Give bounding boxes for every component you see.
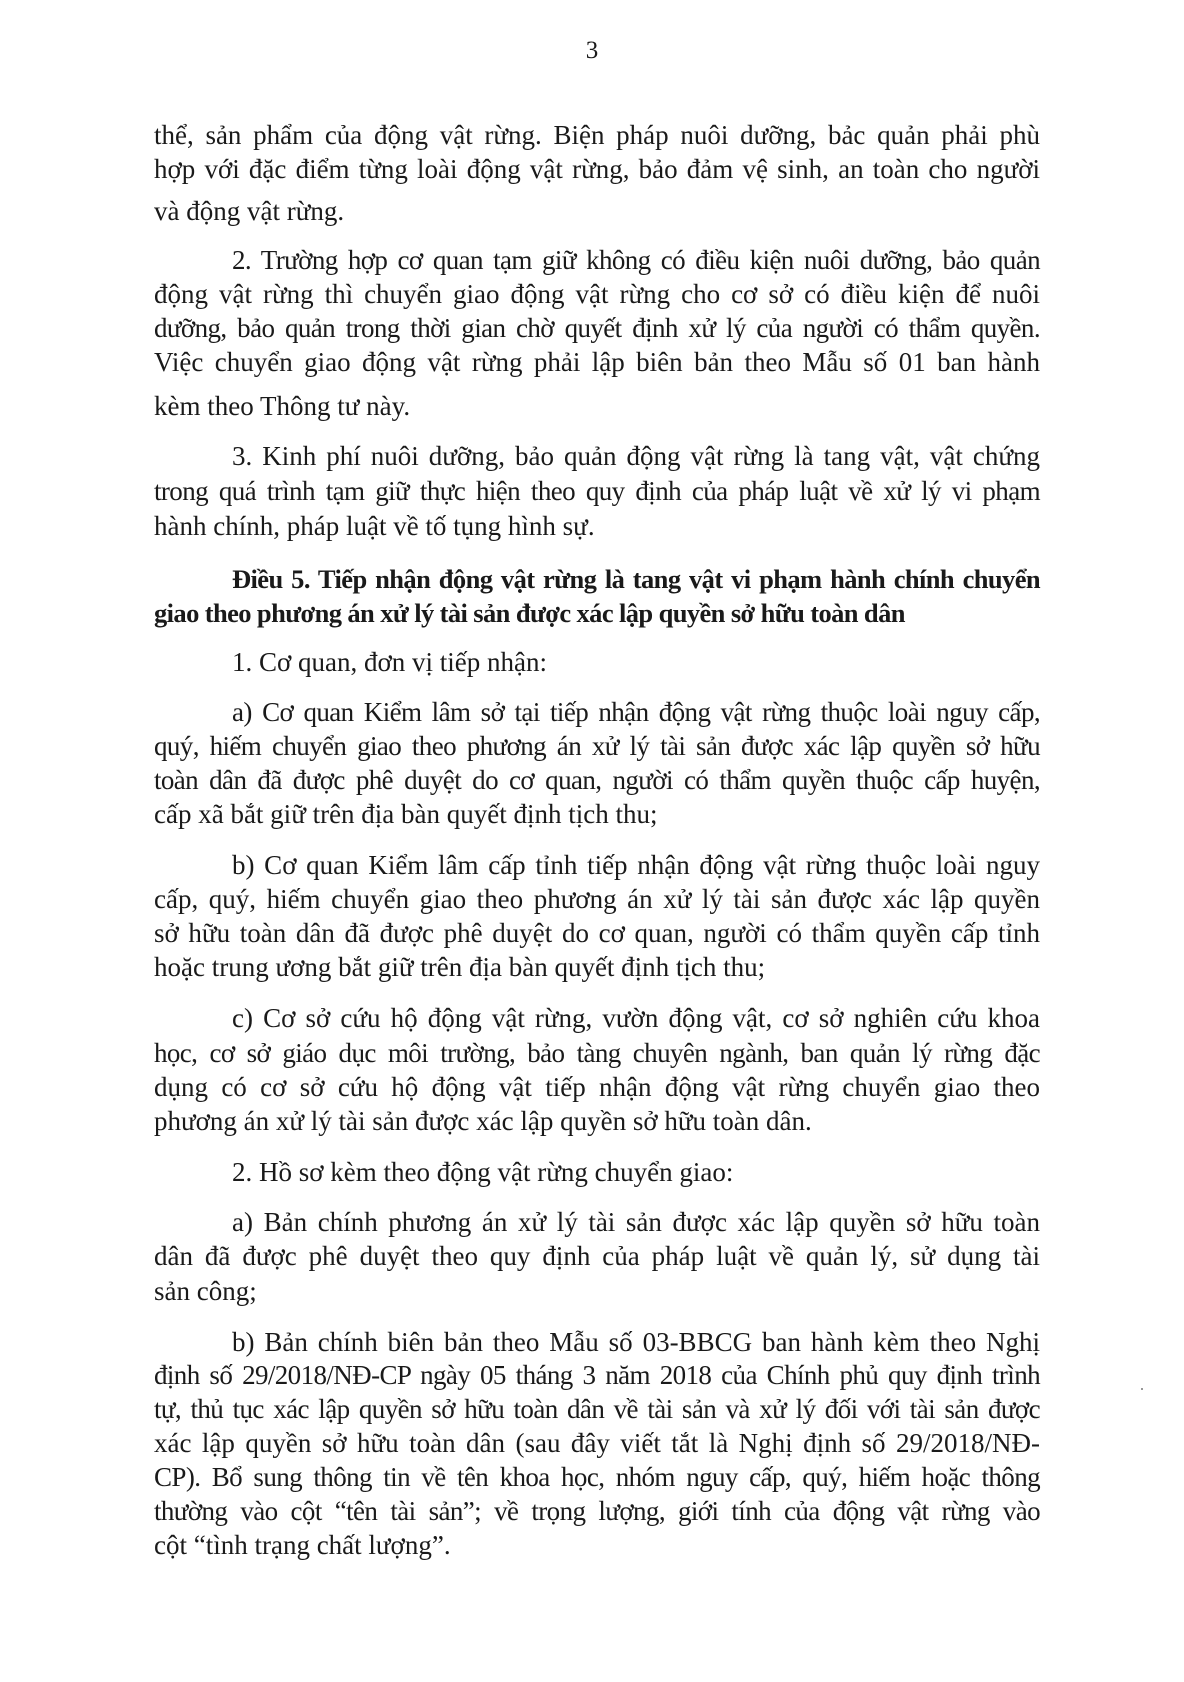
paragraph-line: sở hữu toàn dân đã được phê duyệt do cơ quan, người có thẩm quyền cấp tỉnh (154, 918, 1040, 948)
paragraph-line: thể, sản phẩm của động vật rừng. Biện pháp nuôi dưỡng, bảc quản phải phù (154, 120, 1040, 150)
paragraph-line: hoặc trung ương bắt giữ trên địa bàn quyết định tịch thu; (154, 952, 766, 982)
paragraph-line: cột “tình trạng chất lượng”. (154, 1530, 451, 1560)
paragraph-line: trong quá trình tạm giữ thực hiện theo quy định của pháp luật về xử lý vi phạm (154, 476, 1040, 506)
paragraph-line: quý, hiếm chuyển giao theo phương án xử lý tài sản được xác lập quyền sở hữu (154, 731, 1040, 761)
paragraph-line: thường vào cột “tên tài sản”; về trọng lượng, giới tính của động vật rừng vào (154, 1496, 1040, 1526)
paragraph-line: học, cơ sở giáo dục môi trường, bảo tàng chuyên ngành, ban quản lý rừng đặc (154, 1038, 1040, 1068)
paragraph-line: động vật rừng thì chuyển giao động vật rừng cho cơ sở có điều kiện để nuôi (154, 279, 1040, 309)
article-heading: Điều 5. Tiếp nhận động vật rừng là tang vật vi phạm hành chính chuyển (232, 564, 1040, 594)
paragraph-line: tự, thủ tục xác lập quyền sở hữu toàn dân về tài sản và xử lý đối với tài sản được (154, 1394, 1040, 1424)
paragraph-line: 3. Kinh phí nuôi dưỡng, bảo quản động vật rừng là tang vật, vật chứng (232, 441, 1040, 471)
paragraph-line: định số 29/2018/NĐ-CP ngày 05 tháng 3 năm 2018 của Chính phủ quy định trình (154, 1360, 1040, 1390)
paragraph-line: phương án xử lý tài sản được xác lập quyền sở hữu toàn dân. (154, 1106, 812, 1136)
paragraph-line: cấp xã bắt giữ trên địa bàn quyết định tịch thu; (154, 799, 658, 829)
paragraph-line: dưỡng, bảo quản trong thời gian chờ quyết định xử lý của người có thẩm quyền. (154, 313, 1040, 343)
paragraph-line: a) Cơ quan Kiểm lâm sở tại tiếp nhận động vật rừng thuộc loài nguy cấp, (232, 697, 1040, 727)
paragraph-line: c) Cơ sở cứu hộ động vật rừng, vườn động vật, cơ sở nghiên cứu khoa (232, 1003, 1040, 1033)
paragraph-line: toàn dân đã được phê duyệt do cơ quan, người có thẩm quyền thuộc cấp huyện, (154, 765, 1040, 795)
clause-heading: 1. Cơ quan, đơn vị tiếp nhận: (232, 647, 548, 677)
paragraph-line: sản công; (154, 1276, 257, 1306)
scan-artifact (1141, 1388, 1143, 1390)
paragraph-line: b) Bản chính biên bản theo Mẫu số 03-BBCG ban hành kèm theo Nghị (232, 1327, 1040, 1357)
paragraph-line: a) Bản chính phương án xử lý tài sản được xác lập quyền sở hữu toàn (232, 1207, 1040, 1237)
paragraph-line: 2. Trường hợp cơ quan tạm giữ không có điều kiện nuôi dưỡng, bảo quản (232, 245, 1040, 275)
paragraph-line: kèm theo Thông tư này. (154, 391, 411, 421)
paragraph-line: cấp, quý, hiếm chuyển giao theo phương án xử lý tài sản được xác lập quyền (154, 884, 1040, 914)
paragraph-line: dụng có cơ sở cứu hộ động vật tiếp nhận động vật rừng chuyển giao theo (154, 1072, 1040, 1102)
paragraph-line: và động vật rừng. (154, 196, 345, 226)
clause-heading: 2. Hồ sơ kèm theo động vật rừng chuyển giao: (232, 1157, 734, 1187)
paragraph-line: xác lập quyền sở hữu toàn dân (sau đây viết tắt là Nghị định số 29/2018/NĐ- (154, 1428, 1040, 1458)
page-number: 3 (585, 37, 599, 64)
paragraph-line: Việc chuyển giao động vật rừng phải lập biên bản theo Mẫu số 01 ban hành (154, 347, 1040, 377)
paragraph-line: hợp với đặc điểm từng loài động vật rừng, bảo đảm vệ sinh, an toàn cho người (154, 154, 1040, 184)
paragraph-line: b) Cơ quan Kiểm lâm cấp tỉnh tiếp nhận động vật rừng thuộc loài nguy (232, 850, 1040, 880)
paragraph-line: hành chính, pháp luật về tố tụng hình sự. (154, 511, 595, 541)
paragraph-line: CP). Bổ sung thông tin về tên khoa học, nhóm nguy cấp, quý, hiếm hoặc thông (154, 1462, 1040, 1492)
article-heading: giao theo phương án xử lý tài sản được xác lập quyền sở hữu toàn dân (154, 598, 905, 628)
paragraph-line: dân đã được phê duyệt theo quy định của pháp luật về quản lý, sử dụng tài (154, 1241, 1040, 1271)
